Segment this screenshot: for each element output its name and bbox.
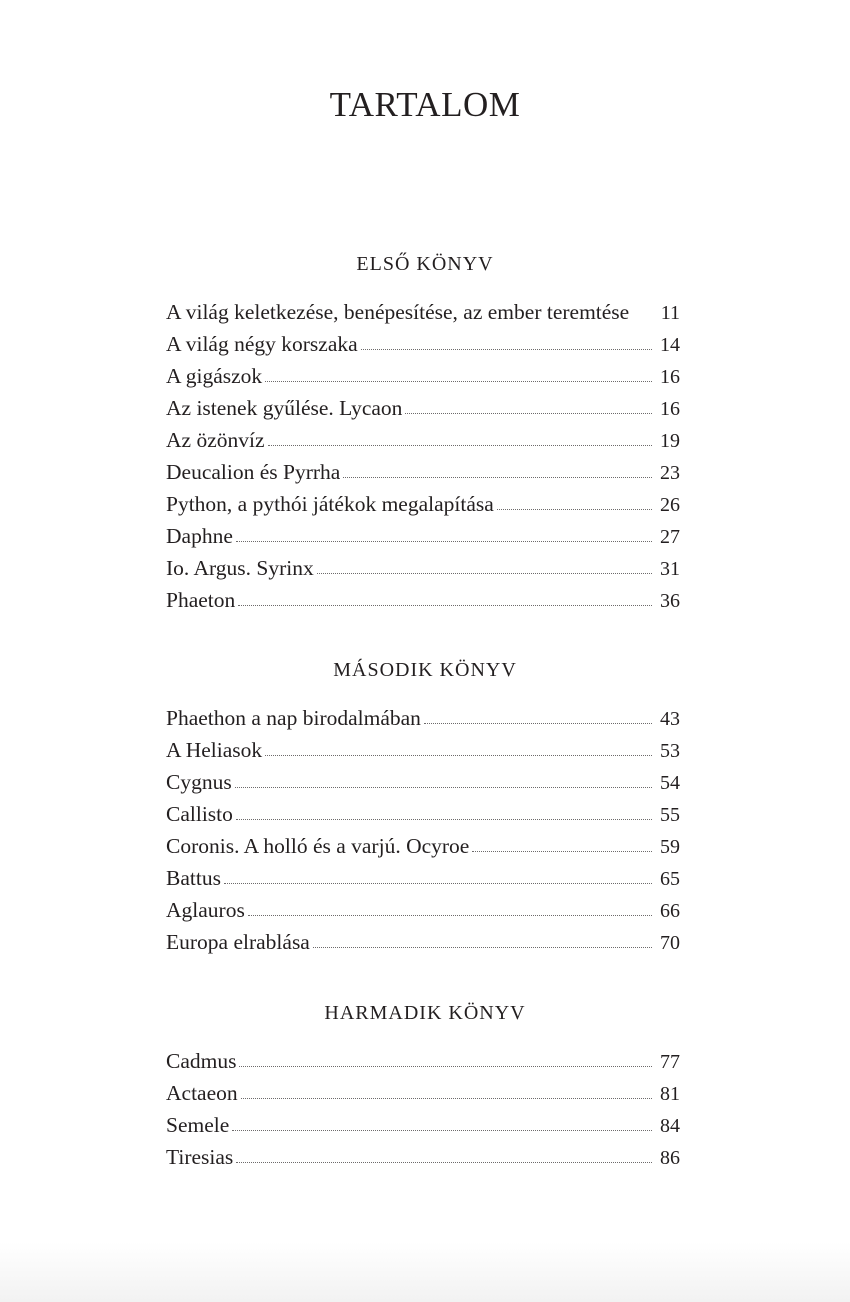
toc-entry-page-number: 54 [660,772,680,794]
toc-entry[interactable] [166,1141,680,1173]
toc-entry-page-number: 31 [660,558,680,580]
toc-entry-page-number: 36 [660,590,680,612]
dot-leader [248,914,652,916]
toc-entry[interactable] [166,520,680,552]
toc-entry-title: Python, a pythói játékok megalapítása [166,492,494,516]
toc-entry-page-number: 70 [660,932,680,954]
toc-entry-page-number: 81 [660,1083,680,1105]
toc-entry[interactable] [166,552,680,584]
dot-leader [235,786,652,788]
toc-entry-page-number: 16 [660,398,680,420]
toc-entry-page-number: 26 [660,494,680,516]
dot-leader [405,412,652,414]
toc-entry-page-number: 84 [660,1115,680,1137]
toc-entry[interactable] [166,1109,680,1141]
toc-entry[interactable] [166,702,680,734]
dot-leader [313,946,652,948]
toc-entry-title: Coronis. A holló és a varjú. Ocyroe [166,834,470,858]
dot-leader [232,1129,652,1131]
toc-entry-title: Deucalion és Pyrrha [166,460,341,484]
toc-entry-page-number: 27 [660,526,680,548]
dot-leader [639,317,656,318]
toc-entry-title: Aglauros [166,898,245,922]
dot-leader [268,444,652,446]
book-heading-third: HARMADIK KÖNYV [324,1002,526,1024]
toc-entry-page-number: 19 [660,430,680,452]
toc-entry-title: Tiresias [166,1145,234,1169]
toc-entry[interactable] [166,766,680,798]
toc-entry[interactable] [166,296,680,328]
toc-list-third-book [166,1045,680,1173]
toc-entry-title: Semele [166,1113,230,1137]
dot-leader [472,850,652,852]
toc-entry-title: A világ keletkezése, benépesítése, az ember teremtése [166,300,630,324]
toc-entry-title: Phaethon a nap birodalmában [166,706,421,730]
toc-list-first-book [166,296,680,616]
toc-entry[interactable] [166,926,680,958]
dot-leader [497,508,652,510]
toc-entry-title: Cadmus [166,1049,237,1073]
book-heading-second: MÁSODIK KÖNYV [333,659,517,681]
dot-leader [236,540,652,542]
toc-entry[interactable] [166,488,680,520]
toc-entry[interactable] [166,734,680,766]
dot-leader [238,604,652,606]
dot-leader [265,754,652,756]
toc-entry-title: Phaeton [166,588,236,612]
dot-leader [265,380,652,382]
toc-entry-title: Callisto [166,802,233,826]
toc-entry-page-number: 23 [660,462,680,484]
dot-leader [239,1065,652,1067]
toc-entry-title: Az istenek gyűlése. Lycaon [166,396,403,420]
toc-entry[interactable] [166,830,680,862]
dot-leader [224,882,652,884]
book-heading-first: ELSŐ KÖNYV [356,253,494,275]
toc-entry-page-number: 77 [660,1051,680,1073]
toc-entry-title: Daphne [166,524,233,548]
toc-entry-title: A Heliasok [166,738,263,762]
dot-leader [236,818,652,820]
page-bottom-shadow [0,1242,850,1302]
dot-leader [236,1161,652,1163]
toc-entry-title: Io. Argus. Syrinx [166,556,314,580]
toc-entry[interactable] [166,424,680,456]
toc-entry[interactable] [166,328,680,360]
dot-leader [317,572,652,574]
toc-entry-title: A gigászok [166,364,263,388]
toc-entry[interactable] [166,1045,680,1077]
dot-leader [241,1097,652,1099]
toc-entry-page-number: 11 [660,302,680,324]
dot-leader [424,722,652,724]
dot-leader [343,476,652,478]
toc-entry[interactable] [166,584,680,616]
toc-entry-page-number: 14 [660,334,680,356]
toc-entry-page-number: 59 [660,836,680,858]
toc-entry-page-number: 16 [660,366,680,388]
toc-entry[interactable] [166,360,680,392]
toc-list-second-book [166,702,680,958]
toc-entry-title: Europa elrablása [166,930,310,954]
toc-entry-title: Battus [166,866,221,890]
toc-entry[interactable] [166,894,680,926]
page-title: TARTALOM [329,85,521,124]
toc-entry[interactable] [166,392,680,424]
toc-entry-title: Az özönvíz [166,428,265,452]
toc-entry-page-number: 55 [660,804,680,826]
toc-entry-page-number: 66 [660,900,680,922]
toc-entry-page-number: 43 [660,708,680,730]
toc-entry[interactable] [166,862,680,894]
toc-entry[interactable] [166,456,680,488]
dot-leader [361,348,652,350]
toc-entry-title: Actaeon [166,1081,238,1105]
toc-entry[interactable] [166,798,680,830]
toc-entry-page-number: 86 [660,1147,680,1169]
toc-entry-title: Cygnus [166,770,232,794]
toc-entry-page-number: 65 [660,868,680,890]
toc-entry[interactable] [166,1077,680,1109]
toc-entry-page-number: 53 [660,740,680,762]
toc-entry-title: A világ négy korszaka [166,332,358,356]
